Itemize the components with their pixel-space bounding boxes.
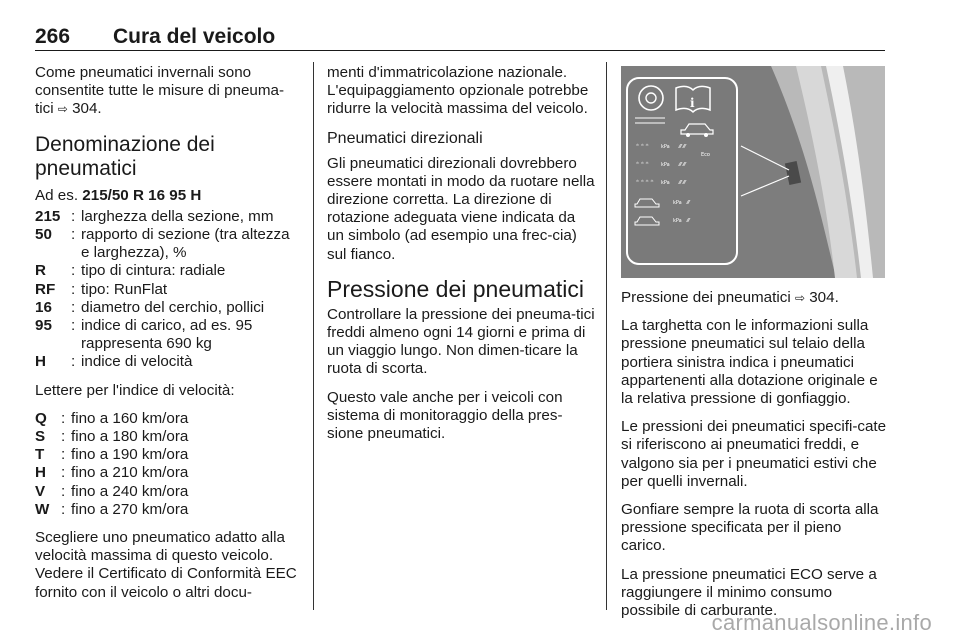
- speed-intro: Lettere per l'indice di velocità:: [35, 381, 235, 399]
- svg-text:ᅀᅀᅀ: ᅀᅀᅀ: [635, 144, 650, 150]
- designation-description: indice di velocità: [81, 353, 193, 371]
- sub-heading-directional: Pneumatici direzionali: [327, 129, 483, 147]
- speed-index-term: S: [35, 428, 46, 446]
- speed-index-description: fino a 180 km/ora: [71, 428, 189, 446]
- speed-index-separator: :: [61, 446, 66, 464]
- closing-paragraph: Scegliere uno pneumatico adatto alla velocità massima di questo veicolo. Vedere il Certificato di Conformità EEC fornito con il veicolo o altri docu-: [35, 529, 297, 601]
- column-divider: [313, 62, 314, 610]
- directional-paragraph: Gli pneumatici direzionali dovrebbero essere montati in modo da ruotare nella direzione corretta. La direzione di rotazione adeguata viene indicata da un simbolo (ad esempio una frec-cia) sul fianco.: [327, 154, 595, 263]
- designation-list: [35, 208, 300, 372]
- designation-term: 16: [35, 298, 52, 316]
- speed-index-description: fino a 160 km/ora: [71, 409, 189, 427]
- designation-description: larghezza della sezione, mm: [81, 207, 274, 225]
- svg-text:kPa: kPa: [661, 162, 670, 168]
- continuation-paragraph: menti d'immatricolazione nazionale. L'equipaggiamento opzionale potrebbe ridurre la velocità massima del veicolo.: [327, 64, 589, 118]
- speed-index-term: Q: [35, 409, 47, 427]
- page-title: Cura del veicolo: [113, 25, 276, 48]
- designation-description: diametro del cerchio, pollici: [81, 298, 265, 316]
- svg-text:⁄⁄⁄ ⁄⁄⁄: ⁄⁄⁄ ⁄⁄⁄: [679, 162, 686, 168]
- speed-index-separator: :: [61, 482, 66, 500]
- svg-text:ᅀᅀᅀᅀ: ᅀᅀᅀᅀ: [635, 180, 655, 186]
- designation-separator: :: [71, 317, 76, 335]
- pressure-reference[interactable]: 304.: [809, 289, 839, 306]
- section-heading-pressure: Pressione dei pneumatici: [327, 275, 584, 302]
- intro-reference[interactable]: 304.: [72, 100, 102, 118]
- speed-index-description: fino a 210 km/ora: [71, 464, 189, 482]
- section-heading-designation: Denominazione dei pneumatici: [35, 132, 215, 180]
- designation-description: indice di carico, ad es. 95 rappresenta 690 kg: [81, 317, 253, 353]
- watermark-logo: carmanualsonline.info: [711, 610, 932, 635]
- svg-text:Eco: Eco: [701, 152, 710, 158]
- speed-index-term: W: [35, 500, 50, 518]
- designation-separator: :: [71, 207, 76, 225]
- example-value: 215/50 R 16 95 H: [82, 186, 202, 204]
- svg-text:kPa: kPa: [673, 200, 682, 206]
- svg-text:i: i: [690, 96, 695, 110]
- speed-index-list: [35, 410, 300, 519]
- svg-text:⁄⁄⁄ ⁄⁄⁄: ⁄⁄⁄ ⁄⁄⁄: [679, 144, 686, 150]
- check-paragraph: Controllare la pressione dei pneuma-tici freddi almeno ogni 14 giorni e prima di un viaggio lungo. Non dimen-ticare la ruota di scorta.: [327, 305, 595, 378]
- designation-separator: :: [71, 280, 76, 298]
- svg-text:ᅀᅀᅀ: ᅀᅀᅀ: [635, 162, 650, 168]
- designation-term: H: [35, 353, 46, 371]
- speed-index-term: V: [35, 482, 46, 500]
- svg-text:kPa: kPa: [661, 180, 670, 186]
- eco-paragraph: La pressione pneumatici ECO serve a raggiungere il minimo consumo possibile di carburante.: [621, 565, 877, 620]
- designation-separator: :: [71, 226, 76, 244]
- speed-index-description: fino a 190 km/ora: [71, 446, 189, 464]
- designation-separator: :: [71, 298, 76, 316]
- tyre-pressure-label-figure: [621, 66, 885, 278]
- designation-term: RF: [35, 280, 56, 298]
- column-middle: [327, 64, 595, 453]
- designation-description: tipo di cintura: radiale: [81, 262, 226, 280]
- speed-index-description: fino a 240 km/ora: [71, 482, 189, 500]
- designation-term: 95: [35, 317, 52, 335]
- page-number: 266: [35, 25, 71, 48]
- speed-index-separator: :: [61, 464, 66, 482]
- speed-index-term: H: [35, 464, 46, 482]
- speed-index-separator: :: [61, 409, 66, 427]
- column-divider: [606, 62, 607, 610]
- designation-separator: :: [71, 262, 76, 280]
- svg-text:kPa: kPa: [661, 144, 670, 150]
- svg-text:kPa: kPa: [673, 218, 682, 224]
- pressure-reference-paragraph: Pressione dei pneumatici ⇨ 304.: [621, 289, 839, 306]
- designation-description: tipo: RunFlat: [81, 280, 168, 298]
- svg-text:⁄⁄⁄ ⁄⁄⁄: ⁄⁄⁄ ⁄⁄⁄: [679, 180, 686, 186]
- svg-text:⁄⁄⁄: ⁄⁄⁄: [687, 218, 690, 224]
- speed-index-separator: :: [61, 500, 66, 518]
- column-left: [35, 64, 300, 612]
- speed-index-description: fino a 270 km/ora: [71, 500, 189, 518]
- reference-arrow-icon: ⇨: [57, 102, 68, 117]
- door-frame-illustration: [621, 66, 885, 278]
- designation-term: R: [35, 262, 46, 280]
- designation-term: 215: [35, 207, 61, 225]
- page-header: [35, 24, 885, 51]
- designation-term: 50: [35, 226, 52, 244]
- speed-index-separator: :: [61, 428, 66, 446]
- label-paragraph: La targhetta con le informazioni sulla pressione pneumatici sul telaio della portiera sinistra indica i pneumatici appartenenti alla dotazione originale e la relativa pressione di gonfiaggio.: [621, 317, 878, 408]
- svg-text:⁄⁄⁄: ⁄⁄⁄: [687, 200, 690, 206]
- spare-wheel-paragraph: Gonfiare sempre la ruota di scorta alla pressione specificata per il pieno carico.: [621, 501, 879, 555]
- reference-arrow-icon: ⇨: [794, 291, 805, 305]
- tpms-paragraph: Questo vale anche per i veicoli con sistema di monitoraggio della pres-sione pneumatici.: [327, 388, 563, 443]
- designation-description: rapporto di sezione (tra altezza e larghezza), %: [81, 226, 290, 262]
- example-line: Ad es. 215/50 R 16 95 H: [35, 186, 202, 204]
- designation-separator: :: [71, 353, 76, 371]
- cold-tyre-paragraph: Le pressioni dei pneumatici specifi-cate si riferiscono ai pneumatici freddi, e valgono sia per i pneumatici estivi che per quelli invernali.: [621, 418, 887, 490]
- column-right: [621, 289, 889, 630]
- speed-index-term: T: [35, 446, 45, 464]
- intro-paragraph: Come pneumatici invernali sono consentite tutte le misure di pneuma-tici ⇨ 304.: [35, 64, 285, 118]
